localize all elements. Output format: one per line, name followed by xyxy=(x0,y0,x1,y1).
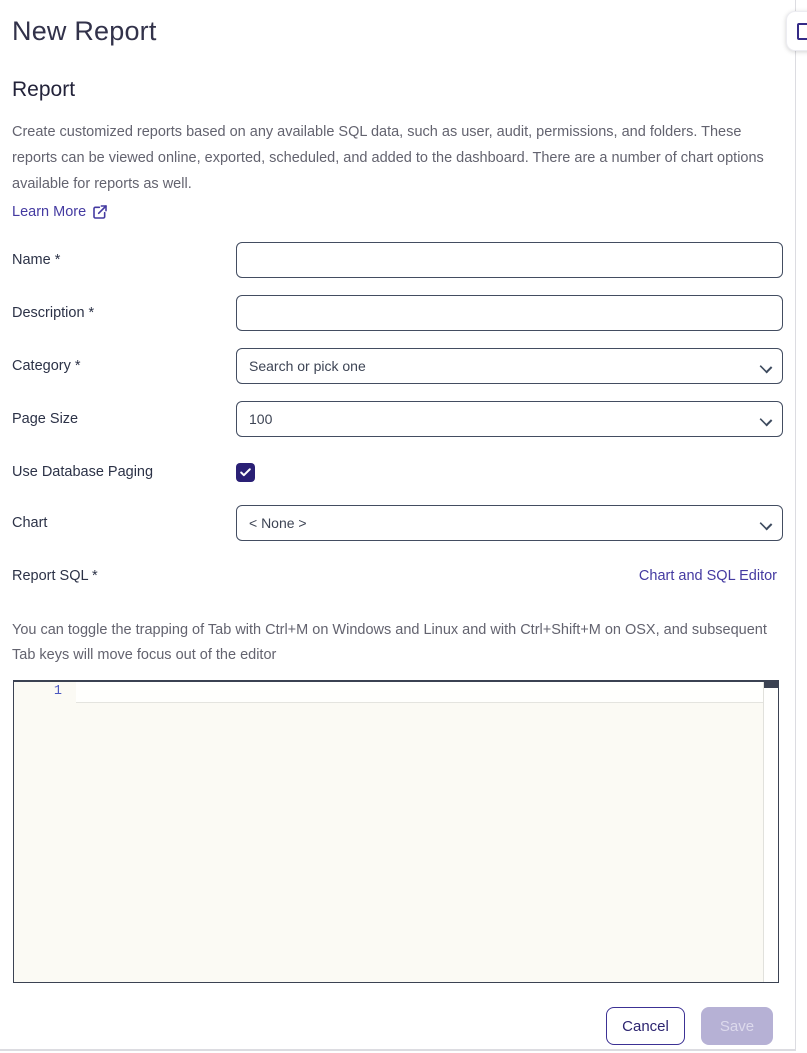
database-paging-label: Use Database Paging xyxy=(12,464,154,480)
chart-sql-editor-link[interactable]: Chart and SQL Editor xyxy=(638,568,777,584)
cancel-button[interactable]: Cancel xyxy=(606,1007,685,1045)
section-description: Create customized reports based on any available SQL data, such as user, audit, permissions, and folders. These reports can be viewed online, exported, scheduled, and added to the dashboard. There are a number of chart options available for reports as well. xyxy=(12,124,764,192)
section-title: Report xyxy=(12,78,76,101)
learn-more-label: Learn More xyxy=(12,204,87,220)
panel-toggle-button[interactable] xyxy=(786,11,807,51)
chart-label: Chart xyxy=(12,515,48,531)
external-link-icon xyxy=(92,204,108,220)
chart-select-value: < None > xyxy=(249,515,307,531)
chart-row xyxy=(12,505,783,541)
database-paging-row xyxy=(12,454,783,490)
category-label: Category * xyxy=(12,358,81,374)
panel-icon xyxy=(797,23,807,40)
page-size-label: Page Size xyxy=(12,411,79,427)
chart-select[interactable] xyxy=(236,505,783,541)
database-paging-checkbox[interactable] xyxy=(236,463,255,482)
description-label: Description * xyxy=(12,305,95,321)
name-input[interactable] xyxy=(236,242,783,278)
chevron-down-icon xyxy=(761,362,770,371)
sql-code-editor[interactable] xyxy=(13,680,779,983)
page-size-select[interactable] xyxy=(236,401,783,437)
name-row xyxy=(12,242,783,278)
checkmark-icon xyxy=(239,466,252,479)
learn-more-link[interactable] xyxy=(12,204,108,220)
editor-scrollbar[interactable] xyxy=(763,682,778,982)
category-select-value: Search or pick one xyxy=(249,358,366,374)
page-size-row xyxy=(12,401,783,437)
page-title: New Report xyxy=(12,16,157,46)
report-sql-label: Report SQL * xyxy=(12,568,98,584)
chevron-down-icon xyxy=(761,519,770,528)
editor-line-numbers xyxy=(14,682,76,982)
chevron-down-icon xyxy=(761,415,770,424)
category-select[interactable] xyxy=(236,348,783,384)
report-sql-header xyxy=(12,568,783,584)
category-row xyxy=(12,348,783,384)
form-actions xyxy=(12,1007,783,1045)
report-form xyxy=(12,242,783,541)
editor-scrollbar-thumb[interactable] xyxy=(764,682,778,688)
description-row xyxy=(12,295,783,331)
editor-active-line xyxy=(76,682,763,703)
description-input[interactable] xyxy=(236,295,783,331)
page-size-select-value: 100 xyxy=(249,411,273,427)
line-number: 1 xyxy=(53,684,62,699)
name-label: Name * xyxy=(12,252,61,268)
tab-trap-hint: You can toggle the trapping of Tab with Ctrl+M on Windows and Linux and with Ctrl+Shift+M on OSX, and subsequent Tab keys will move focus out of the editor xyxy=(12,622,767,663)
save-button[interactable]: Save xyxy=(701,1007,773,1045)
